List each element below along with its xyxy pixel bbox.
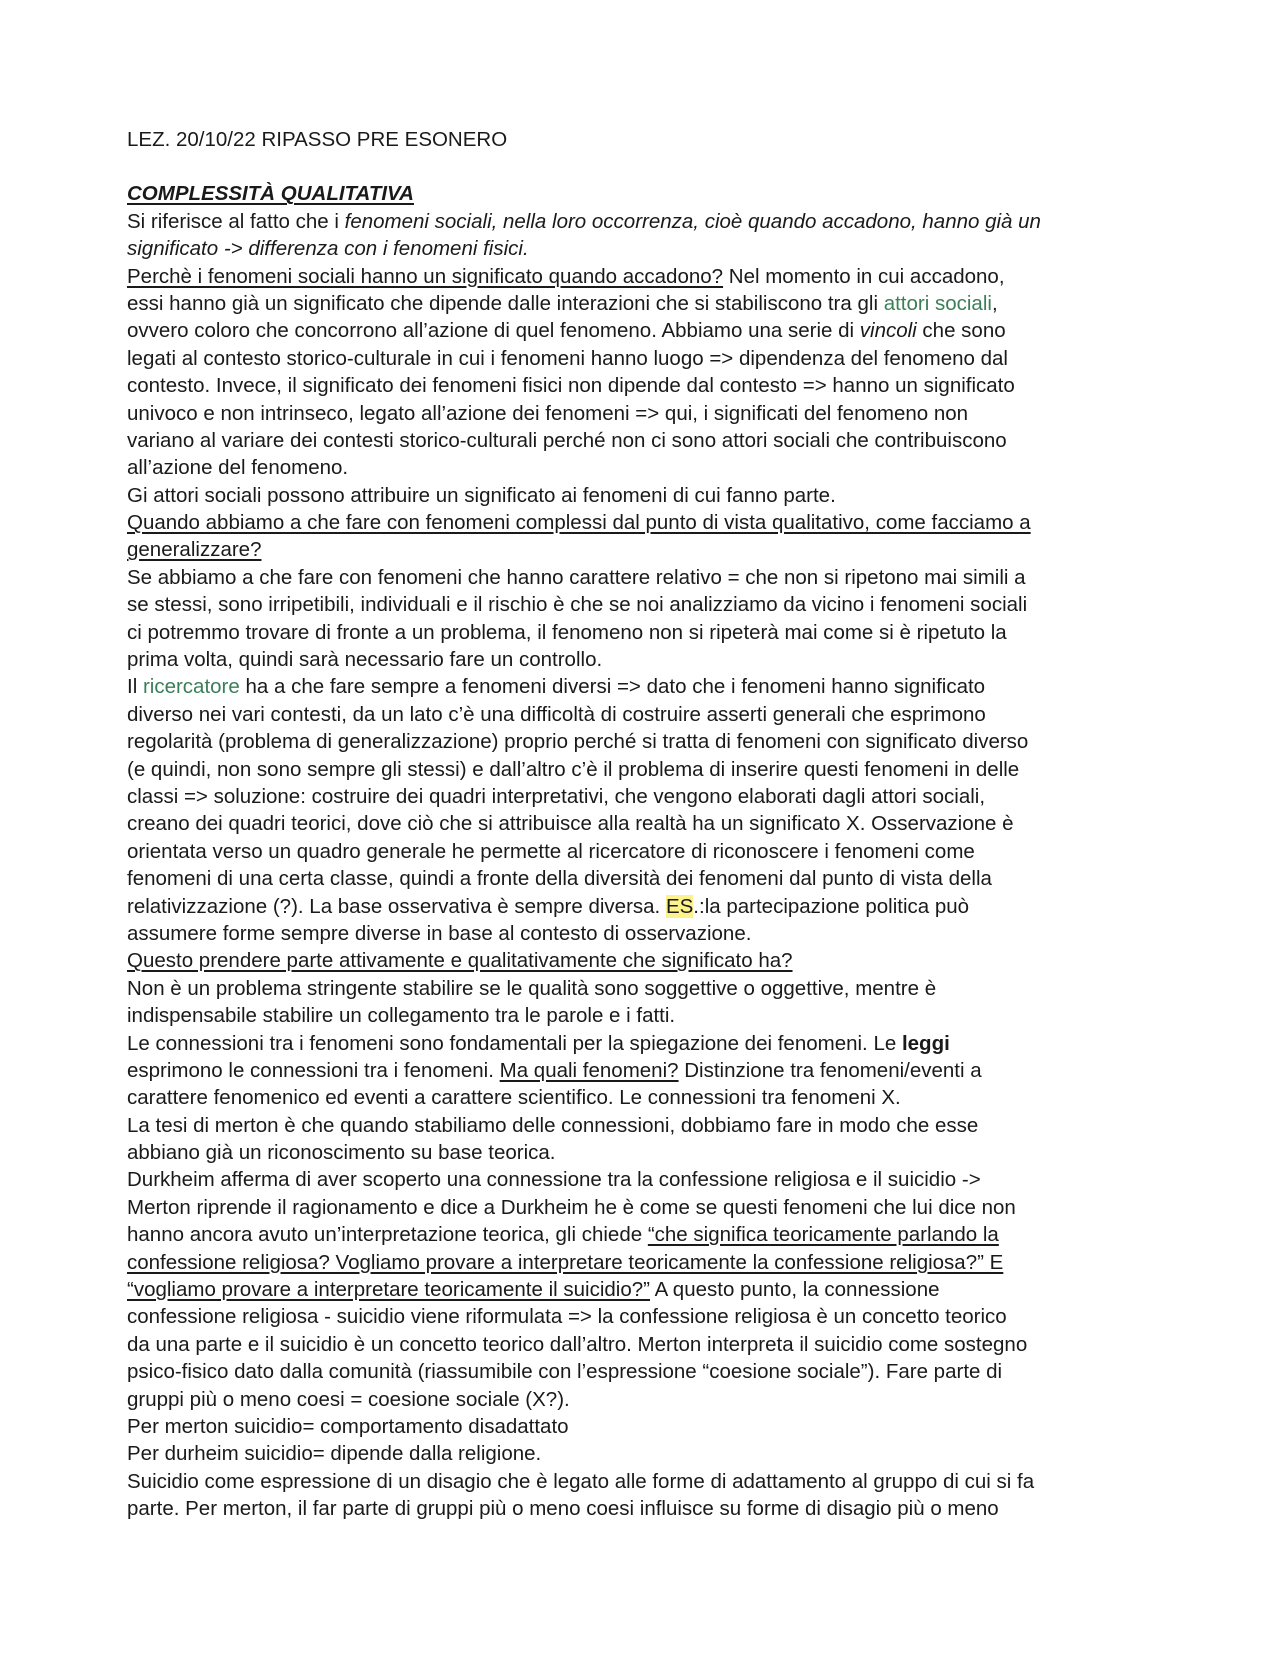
text-run: Non è un problema stringente stabilire se le qualità sono soggettive o oggettive, mentre è bbox=[127, 976, 937, 1000]
text-run: assumere forme sempre diverse in base al contesto di osservazione. bbox=[127, 921, 752, 945]
text-line bbox=[127, 427, 1167, 454]
text-line bbox=[127, 1002, 1167, 1029]
text-line bbox=[127, 865, 1167, 892]
text-run: “vogliamo provare a interpretare teoricamente il suicidio?” bbox=[127, 1278, 650, 1302]
text-line bbox=[127, 1468, 1167, 1495]
text-run: generalizzare? bbox=[127, 538, 262, 562]
text-line bbox=[127, 1276, 1167, 1303]
text-run: indispensabile stabilire un collegamento tra le parole e i fatti. bbox=[127, 1004, 676, 1028]
text-run: variano al variare dei contesti storico-culturali perché non ci sono attori sociali che contribuiscono bbox=[127, 428, 1007, 452]
text-line bbox=[127, 1030, 1167, 1057]
text-run: attori sociali bbox=[883, 291, 992, 315]
text-run: Durkheim afferma di aver scoperto una connessione tra la confessione religiosa e il suicidio -> bbox=[127, 1168, 981, 1192]
text-line bbox=[127, 1331, 1167, 1358]
text-line bbox=[127, 591, 1167, 618]
text-line bbox=[127, 482, 1167, 509]
text-line bbox=[127, 290, 1167, 317]
text-line bbox=[127, 317, 1167, 344]
text-line bbox=[127, 1358, 1167, 1385]
text-line bbox=[127, 810, 1167, 837]
text-line bbox=[127, 975, 1167, 1002]
text-run: hanno ancora avuto un’interpretazione teorica, gli chiede bbox=[127, 1223, 648, 1247]
text-run: confessione religiosa - suicidio viene riformulata => la confessione religiosa è un concetto teorico bbox=[127, 1305, 1007, 1329]
text-run: .:la partecipazione politica può bbox=[693, 894, 970, 918]
text-run: Distinzione tra fenomeni/eventi a bbox=[678, 1058, 982, 1082]
text-run: ES bbox=[665, 894, 694, 918]
text-run: classi => soluzione: costruire dei quadri interpretativi, che vengono elaborati dagli attori sociali, bbox=[127, 784, 986, 808]
text-run: contesto. Invece, il significato dei fenomeni fisici non dipende dal contesto => hanno un significato bbox=[127, 374, 1015, 398]
text-run: leggi bbox=[901, 1031, 950, 1055]
text-line bbox=[127, 345, 1167, 372]
text-run: significato -> differenza con i fenomeni fisici. bbox=[127, 237, 529, 261]
text-line bbox=[127, 400, 1167, 427]
text-line bbox=[127, 536, 1167, 563]
text-run: psico-fisico dato dalla comunità (riassumibile con l’espressione “coesione sociale”). Fare parte di bbox=[127, 1360, 1003, 1384]
text-line bbox=[127, 1112, 1167, 1139]
text-line bbox=[127, 756, 1167, 783]
text-run: Suicidio come espressione di un disagio che è legato alle forme di adattamento al gruppo di cui si fa bbox=[127, 1469, 1035, 1493]
text-line bbox=[127, 783, 1167, 810]
text-run: La tesi di merton è che quando stabiliamo delle connessioni, dobbiamo fare in modo che esse bbox=[127, 1113, 979, 1137]
text-line bbox=[127, 1303, 1167, 1330]
text-run: Si riferisce al fatto che i bbox=[127, 209, 345, 233]
text-line bbox=[127, 454, 1167, 481]
text-line bbox=[127, 235, 1167, 262]
text-line bbox=[127, 1166, 1167, 1193]
text-line bbox=[127, 1249, 1167, 1276]
text-run: ci potremmo trovare di fronte a un problema, il fenomeno non si ripeterà mai come si è ripetuto la bbox=[127, 620, 1007, 644]
text-run: vincoli bbox=[859, 319, 917, 343]
text-run: Merton riprende il ragionamento e dice a Durkheim he è come se questi fenomeni che lui dice non bbox=[127, 1195, 1016, 1219]
text-line bbox=[127, 263, 1167, 290]
text-run: A questo punto, la connessione bbox=[650, 1278, 940, 1302]
text-run: Ma quali fenomeni? bbox=[499, 1058, 679, 1082]
text-run: da una parte e il suicidio è un concetto teorico dall’altro. Merton interpreta il suicidio come sostegno bbox=[127, 1332, 1028, 1356]
text-line bbox=[127, 1139, 1167, 1166]
text-run: all’azione del fenomeno. bbox=[127, 456, 349, 480]
text-run: Il bbox=[127, 675, 143, 699]
text-line bbox=[127, 1057, 1167, 1084]
text-line bbox=[127, 1386, 1167, 1413]
text-run: Gi attori sociali possono attribuire un significato ai fenomeni di cui fanno parte. bbox=[127, 483, 836, 507]
text-line bbox=[127, 673, 1167, 700]
text-run: Le connessioni tra i fenomeni sono fondamentali per la spiegazione dei fenomeni. Le bbox=[127, 1031, 902, 1055]
text-run: legati al contesto storico-culturale in cui i fenomeni hanno luogo => dipendenza del fenomeno dal bbox=[127, 346, 1008, 370]
text-run: univoco e non intrinseco, legato all’azione dei fenomeni => qui, i significati del fenomeno non bbox=[127, 401, 969, 425]
text-run: esprimono le connessioni tra i fenomeni. bbox=[127, 1058, 500, 1082]
text-run: carattere fenomenico ed eventi a carattere scientifico. Le connessioni tra fenomeni X. bbox=[127, 1086, 901, 1110]
text-line bbox=[127, 646, 1167, 673]
text-line bbox=[127, 208, 1167, 235]
text-line bbox=[127, 564, 1167, 591]
text-run: abbiano già un riconoscimento su base teorica. bbox=[127, 1141, 556, 1165]
text-run: Se abbiamo a che fare con fenomeni che hanno carattere relativo = che non si ripetono mai simili a bbox=[127, 565, 1026, 589]
text-line bbox=[127, 1413, 1167, 1440]
text-line bbox=[127, 1440, 1167, 1467]
text-run: se stessi, sono irripetibili, individuali e il rischio è che se noi analizziamo da vicino i fenomeni sociali bbox=[127, 593, 1028, 617]
text-run: Nel momento in cui accadono, bbox=[723, 264, 1005, 288]
text-run: prima volta, quindi sarà necessario fare un controllo. bbox=[127, 648, 603, 672]
text-line bbox=[127, 701, 1167, 728]
text-run: orientata verso un quadro generale he permette al ricercatore di riconoscere i fenomeni come bbox=[127, 839, 975, 863]
document-body bbox=[127, 126, 1167, 1523]
text-run: fenomeni sociali, nella loro occorrenza, cioè quando accadono, hanno già un bbox=[344, 209, 1041, 233]
text-run: fenomeni di una certa classe, quindi a fronte della diversità dei fenomeni dal punto di vista della bbox=[127, 867, 992, 891]
section-heading: COMPLESSITÀ QUALITATIVA bbox=[127, 182, 414, 206]
text-line bbox=[127, 893, 1167, 920]
text-run: confessione religiosa? Vogliamo provare a interpretare teoricamente la confessione religiosa?” E bbox=[127, 1250, 1004, 1274]
text-run: gruppi più o meno coesi = coesione sociale (X?). bbox=[127, 1387, 570, 1411]
text-run: diverso nei vari contesti, da un lato c’è una difficoltà di costruire asserti generali che esprimono bbox=[127, 702, 986, 726]
text-run: Quando abbiamo a che fare con fenomeni complessi dal punto di vista qualitativo, come facciamo a bbox=[127, 511, 1031, 535]
text-line bbox=[127, 1194, 1167, 1221]
text-line bbox=[127, 947, 1167, 974]
text-line bbox=[127, 920, 1167, 947]
text-run: , bbox=[991, 291, 998, 315]
text-line bbox=[127, 1495, 1167, 1522]
text-run: ha a che fare sempre a fenomeni diversi => dato che i fenomeni hanno significato bbox=[239, 675, 986, 699]
text-line bbox=[127, 509, 1167, 536]
document-title: LEZ. 20/10/22 RIPASSO PRE ESONERO bbox=[127, 128, 508, 151]
text-run: essi hanno già un significato che dipende dalle interazioni che si stabiliscono tra gli bbox=[127, 291, 884, 315]
text-run: relativizzazione (?). La base osservativa è sempre diversa. bbox=[127, 894, 666, 918]
text-run: creano dei quadri teorici, dove ciò che si attribuisce alla realtà ha un significato X. Osservazione è bbox=[127, 812, 1014, 836]
text-run: Perchè i fenomeni sociali hanno un significato quando accadono? bbox=[127, 264, 724, 288]
text-run: che sono bbox=[916, 319, 1006, 343]
text-run: parte. Per merton, il far parte di gruppi più o meno coesi influisce su forme di disagio più o meno bbox=[127, 1497, 999, 1521]
text-line bbox=[127, 838, 1167, 865]
text-run: Per merton suicidio= comportamento disadattato bbox=[127, 1414, 569, 1438]
text-line bbox=[127, 372, 1167, 399]
text-run: Questo prendere parte attivamente e qualitativamente che significato ha? bbox=[127, 949, 793, 973]
text-run: Per durheim suicidio= dipende dalla religione. bbox=[127, 1442, 542, 1466]
text-run: ovvero coloro che concorrono all’azione di quel fenomeno. Abbiamo una serie di bbox=[127, 319, 860, 343]
text-line bbox=[127, 1221, 1167, 1248]
text-run: regolarità (problema di generalizzazione) proprio perché si tratta di fenomeni con significato diverso bbox=[127, 730, 1029, 754]
paragraph-text bbox=[127, 208, 1167, 1523]
text-line bbox=[127, 728, 1167, 755]
text-line bbox=[127, 619, 1167, 646]
text-run: “che significa teoricamente parlando la bbox=[647, 1223, 999, 1247]
text-run: ricercatore bbox=[142, 675, 240, 699]
text-run: (e quindi, non sono sempre gli stessi) e dall’altro c’è il problema di inserire questi fenomeni in delle bbox=[127, 757, 1020, 781]
text-line bbox=[127, 1084, 1167, 1111]
